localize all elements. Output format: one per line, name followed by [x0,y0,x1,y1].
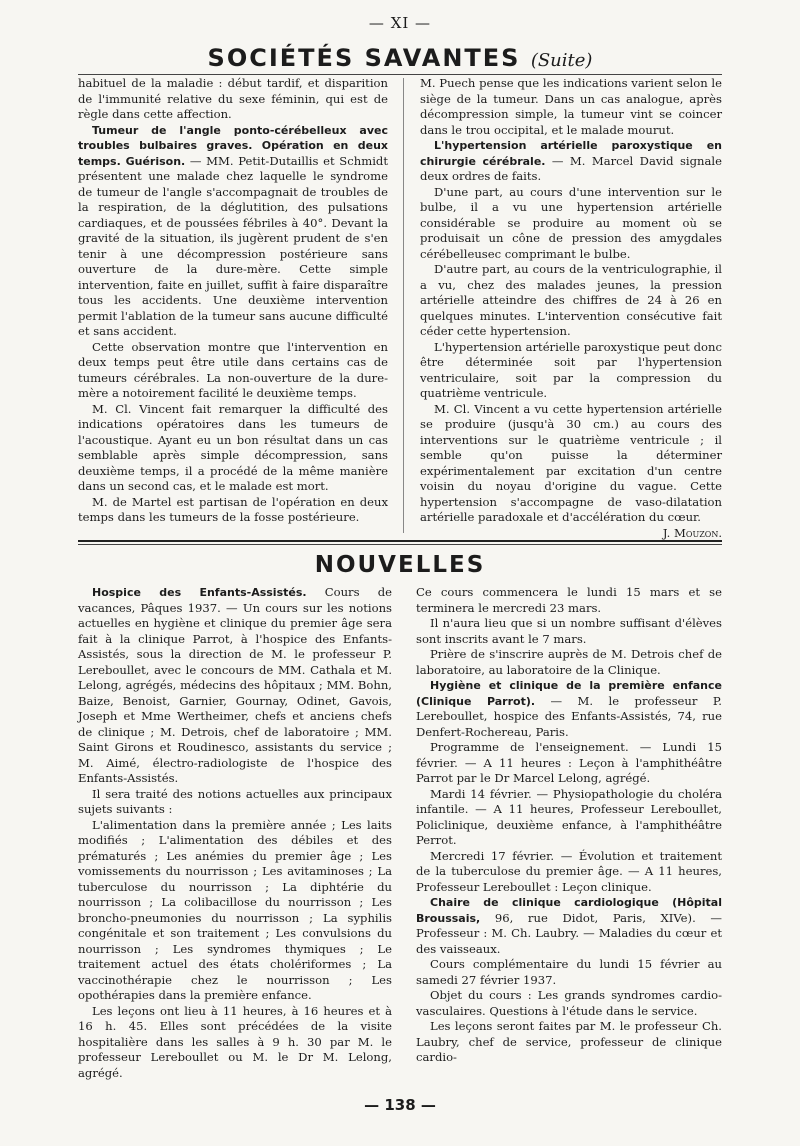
paragraph-text: L'alimentation dans la première année ; Les laits modifiés ; L'alimentation des débiles et des prématurés ; Les anémies du premier âge ; Les vomissements du nourrisson ; Les avitaminoses ; La tuberculose du nourrisson ; La diphtérie du nourrisson ; La colibacillose du nourrisson ; Les broncho-pneumonies du nourrisson ; La syphilis congénitale et son traitement ; Les convulsions du nourrisson ; Les syndromes thymiques ; Le traitement actuel des états cholériformes ; La vaccinothérapie chez le nourrisson ; Les opothérapies dans la première enfance. [78,817,392,1002]
paragraph-text: J. Mouzon. [662,525,722,540]
paragraph-heading: Hygiène et clinique de la première enfance (Clinique Parrot). [416,679,722,708]
paragraph [78,340,388,402]
paragraph [416,616,722,647]
paragraph-text: Cette observation montre que l'intervention en deux temps peut être utile dans certains cas de tumeurs cérébrales. La non-ouverture de la dure-mère a notoirement facilité le deuxième temps. [78,339,388,400]
paragraph [420,185,722,263]
paragraph-text: Programme de l'enseignement. — Lundi 15 février. — A 11 heures : Leçon à l'amphithéâtre Parrot par le Dr Marcel Lelong, agrégé. [416,740,722,785]
paragraph-text: M. Cl. Vincent a vu cette hypertension artérielle se produire (jusqu'à 30 cm.) au cours des interventions sur le quatrième ventricule ; il semble qu'on puisse la déterminer expérimentalement par excitation d'un centre voisin du noyau d'origine du vague. Cette hypertension s'accompagne de vaso-dilatation artérielle paradoxale et d'accélération du cœur. [420,401,722,524]
paragraph-text: D'autre part, au cours de la ventriculographie, il a vu, chez des malades jeunes, la pression artérielle atteindre des chiffres de 24 à 26 en quelques minutes. L'intervention consécutive fait céder cette hypertension. [420,262,722,338]
top-rule [78,74,722,75]
paragraph-heading: Chaire de clinique cardiologique (Hôpital Broussais, [416,896,722,925]
paragraph [416,678,722,740]
paragraph-text: Il sera traité des notions actuelles aux principaux sujets suivants : [78,786,392,816]
paragraph-text: Il n'aura lieu que si un nombre suffisant d'élèves sont inscrits avant le 7 mars. [416,616,722,646]
paragraph [416,1019,722,1066]
signature [420,526,722,542]
paragraph [78,76,388,123]
page-number: — 138 — [364,1096,436,1114]
paragraph [416,895,722,957]
societes-right-column [420,76,722,541]
paragraph-text: Les leçons ont lieu à 11 heures, à 16 heures et à 16 h. 45. Elles sont précédées de la visite hospitalière dans les salles à 9 h. 30 par M. le professeur Lereboullet ou M. le Dr M. Lelong, agrégé. [78,1003,392,1080]
paragraph-text: L'hypertension artérielle paroxystique peut donc être déterminée soit par l'hypertension ventriculaire, soit par la compression du quatrième ventricule. [420,339,722,400]
paragraph [420,76,722,138]
paragraph-heading: L'hypertension artérielle paroxystique en chirurgie cérébrale. [420,139,722,168]
paragraph [420,262,722,340]
paragraph [416,849,722,896]
section-title-suite: (Suite) [530,50,593,71]
paragraph-text: 96, rue Didot, Paris, XIVe). — Professeur : M. Ch. Laubry. — Maladies du cœur et des vaisseaux. [416,910,722,956]
paragraph [416,740,722,787]
paragraph-text: Prière de s'inscrire auprès de M. Detrois chef de laboratoire, au laboratoire de la Clinique. [416,647,722,677]
paragraph [78,787,392,818]
paragraph-text: Ce cours commencera le lundi 15 mars et se terminera le mercredi 23 mars. [416,585,722,615]
societes-left-column [78,76,388,526]
paragraph-text: — M. Marcel David signale deux ordres de faits. [420,153,722,183]
paragraph-text: Objet du cours : Les grands syndromes cardio-vasculaires. Questions à l'étude dans le service. [416,988,722,1018]
paragraph-text: M. Cl. Vincent fait remarquer la difficulté des indications opératoires dans les tumeurs de l'acoustique. Ayant eu un bon résultat dans un cas semblable après simple décompression, sans deuxième temps, il a procédé de la même manière dans un second cas, et le malade est mort. [78,401,388,493]
nouvelles-left-column [78,585,392,1081]
paragraph [420,402,722,526]
paragraph-text: M. Puech pense que les indications varient selon le siège de la tumeur. Dans un cas analogue, après décompression simple, la tumeur vint se coincer dans le trou occipital, et le malade mourut. [420,76,722,137]
column-divider [403,78,404,533]
section-divider-rule-thin [78,544,722,545]
paragraph [78,1004,392,1082]
paragraph-text: Cours complémentaire du lundi 15 février au samedi 27 février 1937. [416,957,722,987]
paragraph [78,402,388,495]
paragraph [420,138,722,185]
paragraph [416,787,722,849]
section-divider-rule [78,540,722,542]
paragraph-text: M. de Martel est partisan de l'opération en deux temps dans les tumeurs de la fosse postérieure. [78,494,388,524]
paragraph [420,340,722,402]
section-title-text: SOCIÉTÉS SAVANTES [207,44,521,72]
paragraph-text: Mardi 14 février. — Physiopathologie du choléra infantile. — A 11 heures, Professeur Lereboullet, Policlinique, deuxième enfance, à l'amphithéâtre Perrot. [416,786,722,847]
paragraph-text: — M. le professeur P. Lereboullet, hospice des Enfants-Assistés, 74, rue Denfert-Rochereau, Paris. [416,693,722,739]
paragraph-text: Cours de vacances, Pâques 1937. — Un cours sur les notions actuelles en hygiène et clinique du premier âge sera fait à la clinique Parrot, à l'hospice des Enfants-Assistés, sous la direction de M. le professeur P. Lereboullet, avec le concours de MM. Cathala et M. Lelong, agrégés, médecins des hôpitaux ; MM. Bohn, Baize, Benoist, Garnier, Gournay, Odinet, Gavois, Joseph et Mme Wertheimer, chefs et anciens chefs de clinique ; M. Detrois, chef de laboratoire ; MM. Saint Girons et Roudinesco, assistants du service ; M. Aimé, électro-radiologiste de l'hospice des Enfants-Assistés. [78,585,393,785]
paragraph [78,585,392,787]
nouvelles-right-column [416,585,722,1066]
paragraph-text: D'une part, au cours d'une intervention sur le bulbe, il a vu une hypertension artérielle considérable se produire au moment où se produisait un cône de pression des amygdales cérébelleusec comprimant le bulbe. [420,184,722,261]
paragraph-heading: Hospice des Enfants-Assistés. [92,586,307,599]
paragraph-text: Mercredi 17 février. — Évolution et traitement de la tuberculose du premier âge. — A 11 heures, Professeur Lereboullet : Leçon clinique. [416,848,722,894]
section-title-societes [0,44,800,72]
paragraph-text: habituel de la maladie : début tardif, et disparition de l'immunité relative du sexe féminin, qui est de règle dans cette affection. [78,76,388,121]
roman-page-number: — XI — [368,14,432,32]
paragraph [416,585,722,616]
nouvelles-title: NOUVELLES [314,552,486,578]
paragraph [78,495,388,526]
paragraph [78,123,388,340]
paragraph-heading: Tumeur de l'angle ponto-cérébelleux avec troubles bulbaires graves. Opération en deux temps. Guérison. [78,123,388,168]
paragraph [416,957,722,988]
paragraph-text: Les leçons seront faites par M. le professeur Ch. Laubry, chef de service, professeur de clinique cardio- [416,1019,722,1064]
paragraph [416,988,722,1019]
paragraph-text: — MM. Petit-Dutaillis et Schmidt présentent une malade chez laquelle le syndrome de tumeur de l'angle s'accompagnait de troubles de la respiration, de la déglutition, des pulsations cardiaques, et de poussées fébriles à 40°. Devant la gravité de la situation, ils jugèrent prudent de s'en tenir à une décompression postérieure sans ouverture de la dure-mère. Cette simple intervention, faite en juillet, suffit à faire disparaître tous les accidents. Une deuxième intervention permit l'ablation de la tumeur sans aucune difficulté et sans accident. [78,153,388,338]
paragraph [416,647,722,678]
paragraph [78,818,392,1004]
